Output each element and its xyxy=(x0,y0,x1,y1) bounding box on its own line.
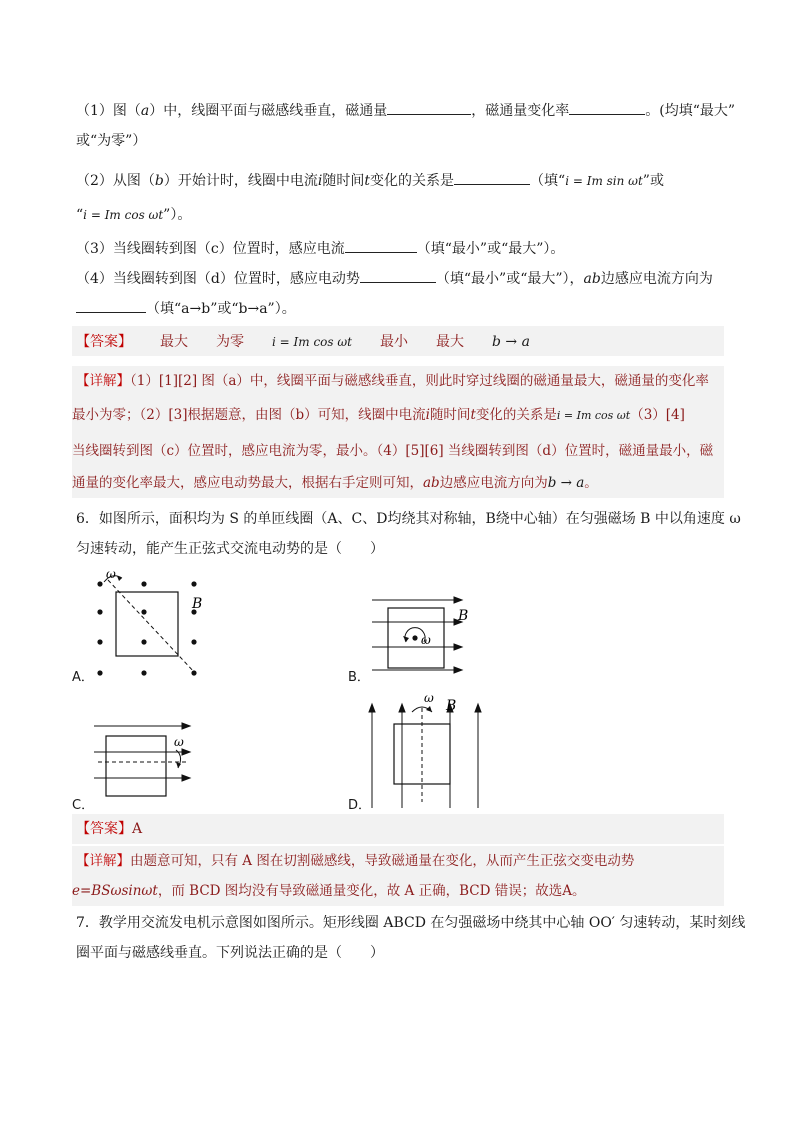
formula: e=BSωsinωt xyxy=(72,883,158,899)
q5-part4-line2 xyxy=(76,296,296,320)
text: （1）[1][2] 图（a）中，线圈平面与磁感线垂直，则此时穿过线圈的磁通量最大，磁通量的变化率 xyxy=(130,373,709,389)
q5-part2-line1 xyxy=(76,168,664,192)
q5-part3 xyxy=(76,236,564,260)
text: ，而 BCD 图均没有导致磁通量变化，故 A 正确，BCD 错误；故选A。 xyxy=(157,883,586,899)
detail-box-q6 xyxy=(72,846,724,906)
option-D-label[interactable]: D． xyxy=(348,798,372,813)
detail-line-2 xyxy=(72,880,585,902)
text: （填“最小”或“最大”）。 xyxy=(416,241,565,257)
answer-formula: b → a xyxy=(491,334,530,350)
text: 7．教学用交流发电机示意图如图所示。矩形线圈 ABCD 在匀强磁场中绕其中心轴 OO′ 匀速转动，某时刻线 xyxy=(76,915,746,931)
q7-stem-line1 xyxy=(76,912,745,934)
detail-line-2 xyxy=(72,404,685,427)
text: a xyxy=(140,103,150,119)
detail-line-1 xyxy=(76,850,634,872)
q7-stem-line2 xyxy=(76,942,384,964)
option-A-label[interactable]: A． xyxy=(72,670,94,685)
formula-cos: i = Im cos ωt xyxy=(83,208,164,222)
formula-sin: i = Im sin ωt xyxy=(565,174,643,188)
text: 随时间 xyxy=(429,407,471,423)
answer-label: 【答案】 xyxy=(76,334,132,350)
text: 边感应电流方向为 xyxy=(600,271,713,287)
text: 。(均填“最大” xyxy=(645,103,736,119)
text: （2）从图（ xyxy=(76,173,155,189)
detail-label: 【详解】 xyxy=(76,853,130,869)
q5-part2-line2 xyxy=(76,204,191,226)
answer-value: 最大 xyxy=(160,334,188,350)
option-B-label[interactable]: B． xyxy=(348,670,370,685)
text: ab xyxy=(423,475,440,491)
text: （1）图（ xyxy=(76,103,141,119)
answer-blank-3[interactable] xyxy=(454,168,530,185)
omega-symbol: ω xyxy=(174,735,184,749)
text: ）中，线圈平面与磁感线垂直，磁通量 xyxy=(149,103,388,119)
answer-box-q6 xyxy=(72,814,724,844)
detail-line-4 xyxy=(72,472,598,494)
field-B-label: B xyxy=(446,698,457,714)
text: 变化的关系是 xyxy=(370,173,455,189)
text: ，磁通量变化率 xyxy=(471,103,570,119)
text: t xyxy=(364,173,371,189)
field-B-label: B xyxy=(192,596,203,612)
figure-B xyxy=(368,596,478,678)
text: 。 xyxy=(584,475,598,491)
formula: i = Im cos ωt xyxy=(556,409,631,422)
answer-value: 最小 xyxy=(379,334,408,350)
text: 通量的变化率最大，感应电动势最大，根据右手定则可知， xyxy=(72,475,423,491)
text: ）开始计时，线圈中电流 xyxy=(163,173,318,189)
text: 或“为零”） xyxy=(76,133,147,149)
figure-C xyxy=(90,720,200,804)
text: 6．如图所示，面积均为 S 的单匝线圈（A、C、D均绕其对称轴，B绕中心轴）在匀强磁场 B 中以角速度 ω xyxy=(76,511,741,527)
omega-symbol: ω xyxy=(106,570,116,581)
figure-A xyxy=(86,570,216,680)
answer-value: 为零 xyxy=(216,334,244,350)
detail-line-1 xyxy=(76,370,709,392)
answer-blank-5[interactable] xyxy=(360,266,436,283)
text: i xyxy=(425,407,430,423)
text: i xyxy=(317,173,323,189)
text: （3）[4] xyxy=(630,407,685,423)
answer-formula: i = Im cos ωt xyxy=(272,335,352,349)
answer-blank-2[interactable] xyxy=(569,98,645,115)
answer-box-q5 xyxy=(72,326,724,356)
text: t xyxy=(470,407,476,423)
text: ab xyxy=(583,271,601,287)
text: （3）当线圈转到图（c）位置时，感应电流 xyxy=(76,241,345,257)
option-C-label[interactable]: C． xyxy=(72,798,95,813)
text: 边感应电流方向为 xyxy=(439,475,548,491)
detail-line-3 xyxy=(72,440,713,462)
detail-box-q5 xyxy=(72,366,724,498)
answer-label: 【答案】 xyxy=(76,821,132,837)
omega-symbol: ω xyxy=(421,633,431,647)
formula: b → a xyxy=(547,475,585,491)
q5-part4-line1 xyxy=(76,266,713,290)
answer-value: 最大 xyxy=(435,334,464,350)
text: 随时间 xyxy=(322,173,365,189)
answer-blank-6[interactable] xyxy=(76,296,146,313)
text: （4）当线圈转到图（d）位置时，感应电动势 xyxy=(76,271,360,287)
answer-value: A xyxy=(132,821,143,837)
field-B-label: B xyxy=(458,608,469,624)
text: b xyxy=(154,173,164,189)
omega-symbol: ω xyxy=(424,691,434,705)
text: 当线圈转到图（c）位置时，感应电流为零，最小。（4）[5][6] 当线圈转到图（d）位置时，磁通量最小，磁 xyxy=(72,443,714,459)
q6-stem-line1 xyxy=(76,508,741,530)
figure-D xyxy=(366,690,486,810)
text: 圈平面与磁感线垂直。下列说法正确的是（ ） xyxy=(76,945,384,961)
answer-blank-1[interactable] xyxy=(387,98,471,115)
text: “ xyxy=(76,207,84,223)
text: 最小为零；（2）[3]根据题意，由图（b）可知，线圈中电流 xyxy=(72,407,426,423)
q5-part1-line1 xyxy=(76,98,735,122)
text: （填“最小”或“最大”）， xyxy=(435,271,584,287)
text: （填“ xyxy=(530,173,566,189)
answer-line xyxy=(76,818,142,840)
answer-blank-4[interactable] xyxy=(345,236,417,253)
q5-part1-line2 xyxy=(76,130,146,152)
detail-label: 【详解】 xyxy=(76,373,130,389)
text: 由题意可知，只有 A 图在切割磁感线，导致磁通量在变化，从而产生正弦交变电动势 xyxy=(130,853,635,869)
text: （填“a→b”或“b→a”）。 xyxy=(146,301,296,317)
text: ”）。 xyxy=(163,207,192,223)
text: ”或 xyxy=(642,173,664,189)
text: 匀速转动，能产生正弦式交流电动势的是（ ） xyxy=(76,541,384,557)
q6-stem-line2 xyxy=(76,538,384,560)
text: 变化的关系是 xyxy=(475,407,557,423)
answer-line xyxy=(76,331,530,353)
